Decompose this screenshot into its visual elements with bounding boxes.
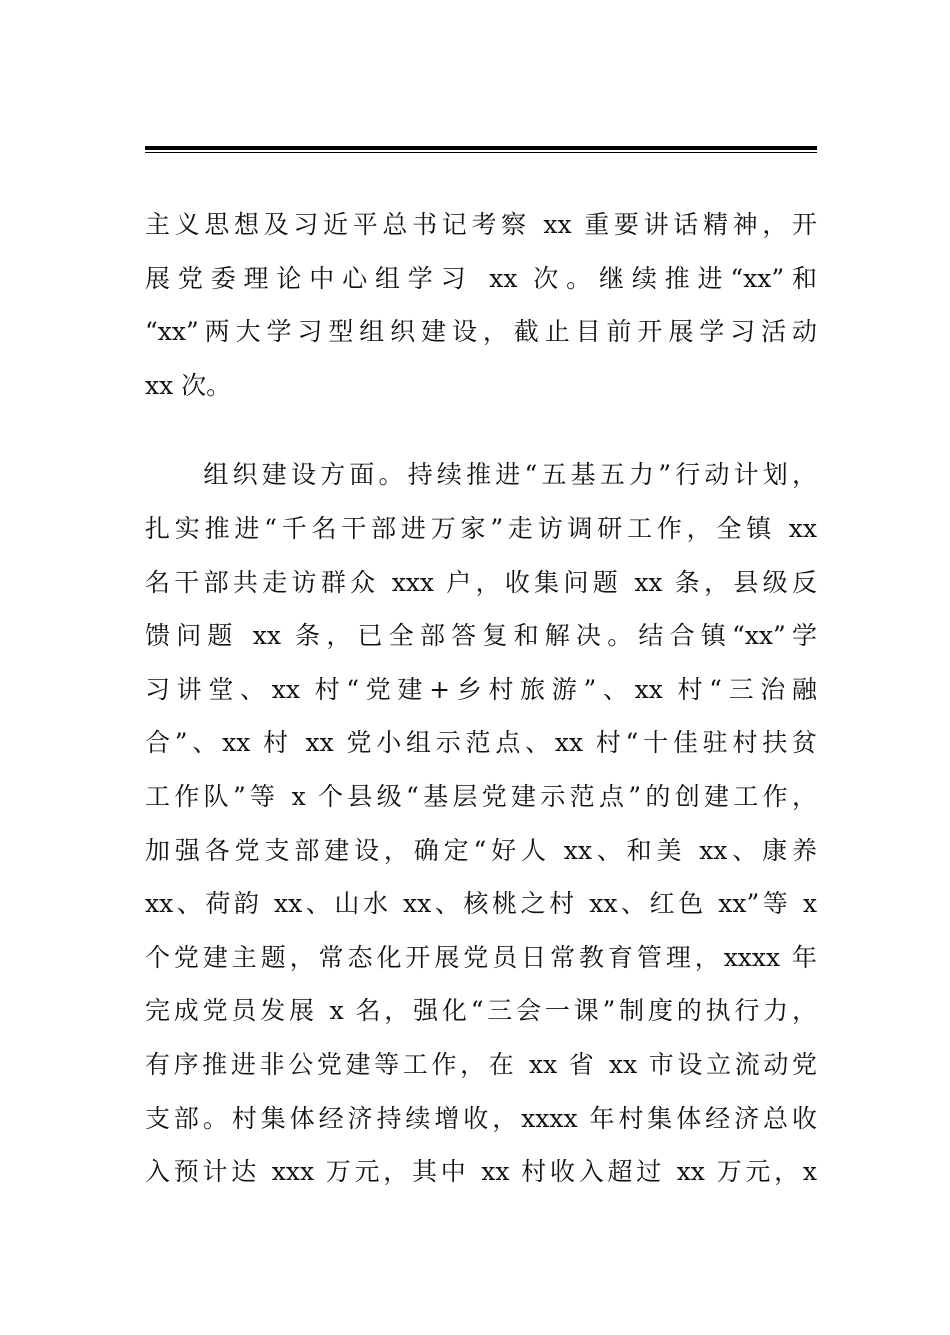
text-line: 名干部共走访群众 xxx 户，收集问题 xx 条，县级反 [145,567,817,597]
text-line: 习讲堂、xx 村“党建+乡村旅游”、xx 村“三治融 [145,674,817,704]
text-line: 扎实推进“千名干部进万家”走访调研工作，全镇 xx [145,513,817,543]
header-rule [145,146,817,153]
text-line: 个党建主题，常态化开展党员日常教育管理，xxxx 年 [145,942,817,972]
text-line: 入预计达 xxx 万元，其中 xx 村收入超过 xx 万元，x [145,1157,817,1187]
text-line: 主义思想及习近平总书记考察 xx 重要讲话精神，开 [145,210,817,239]
text-line: 合”、xx 村 xx 党小组示范点、xx 村“十佳驻村扶贫 [145,728,817,758]
paragraph-study [145,198,817,412]
text-line: 组织建设方面。持续推进“五基五力”行动计划， [145,460,817,490]
text-line: 馈问题 xx 条，已全部答复和解决。结合镇“xx”学 [145,621,817,651]
text-line: 有序推进非公党建等工作，在 xx 省 xx 市设立流动党 [145,1049,817,1079]
text-line: 加强各党支部建设，确定“好人 xx、和美 xx、康养 [145,835,817,865]
text-line: 完成党员发展 x 名，强化“三会一课”制度的执行力， [145,996,817,1026]
text-line: 工作队”等 x 个县级“基层党建示范点”的创建工作， [145,781,817,811]
text-line: 展党委理论中心组学习 xx 次。继续推进“xx”和 [145,263,817,293]
paragraph-organization-building [145,448,817,1198]
text-line: “xx”两大学习型组织建设，截止目前开展学习活动 [145,317,817,347]
document-body [145,198,817,1199]
text-line: 支部。村集体经济持续增收，xxxx 年村集体经济总收 [145,1103,817,1133]
header-rule-thick-line [145,146,817,150]
paragraph-gap [145,412,817,448]
text-line: xx、荷韵 xx、山水 xx、核桃之村 xx、红色 xx”等 x [145,889,817,919]
text-line: xx 次。 [145,370,232,400]
header-rule-thin-line [145,152,817,153]
